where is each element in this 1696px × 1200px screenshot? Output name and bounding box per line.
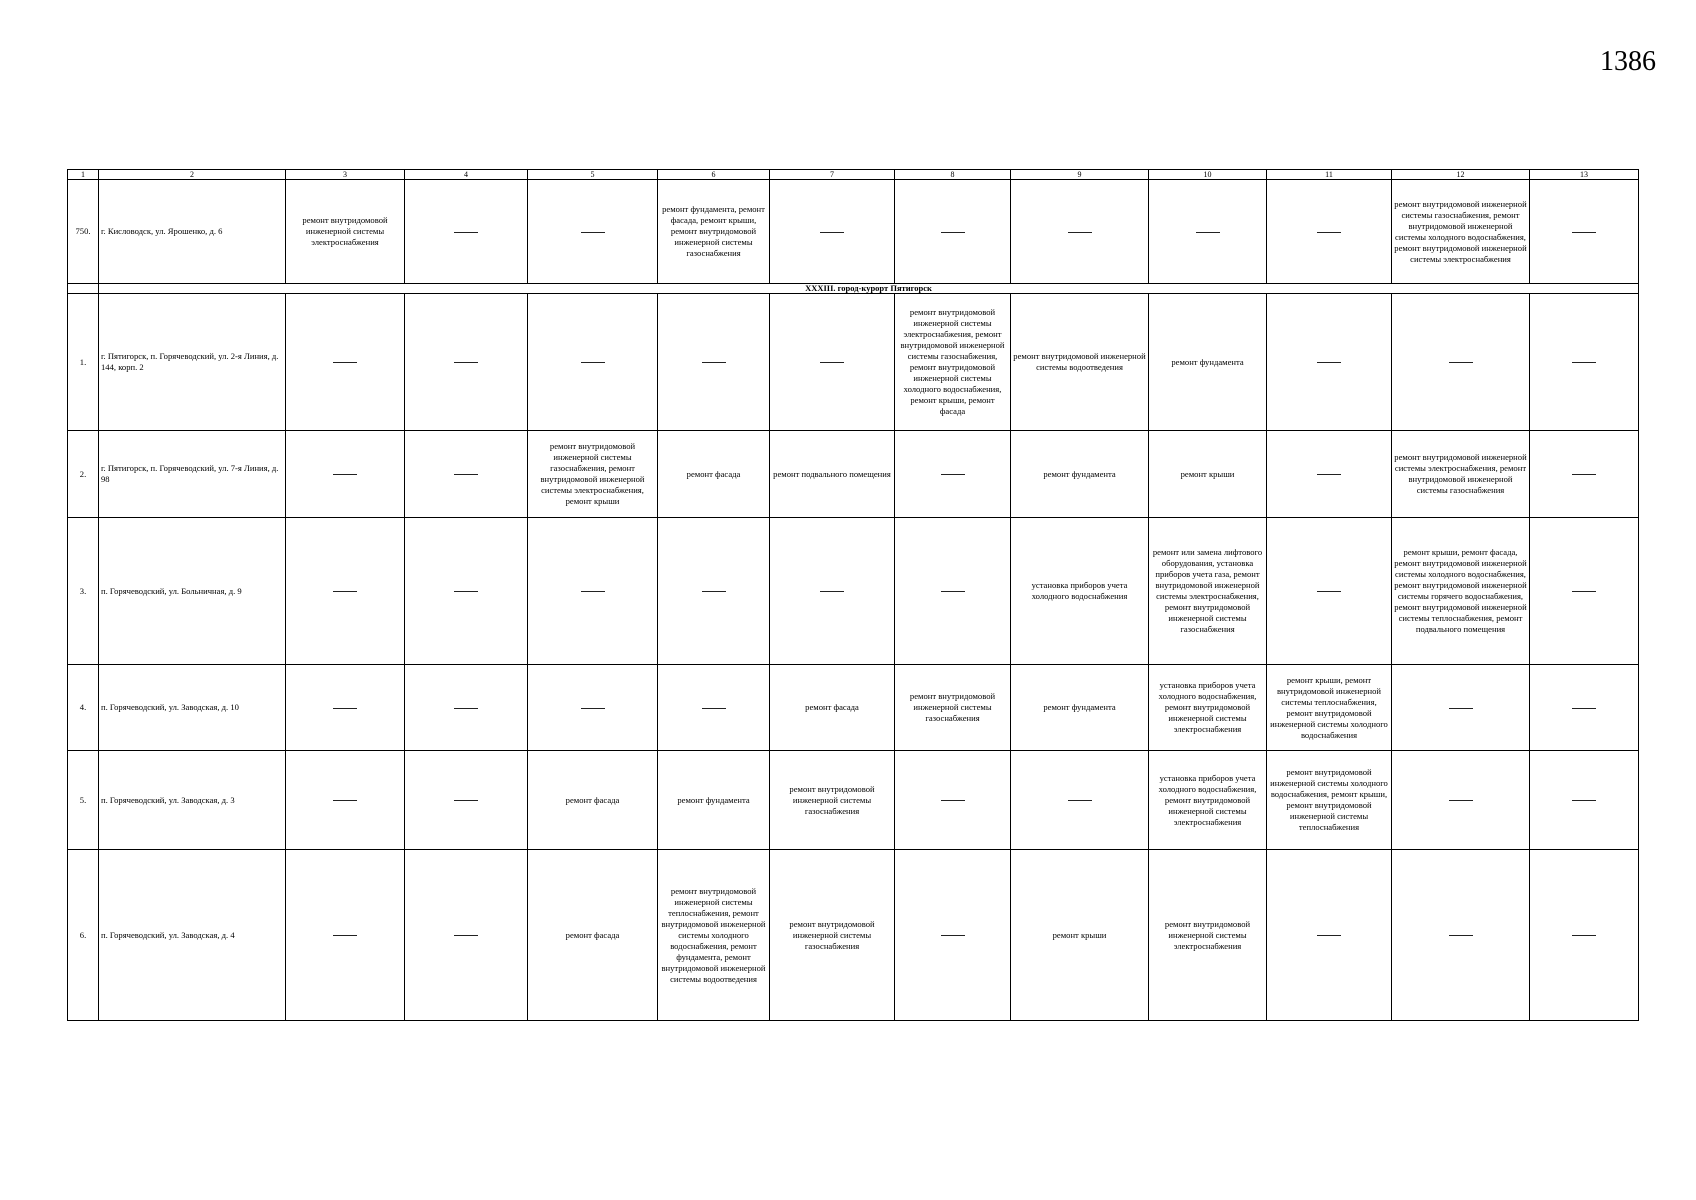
column-number-row <box>68 170 1639 180</box>
dash-mark <box>1317 591 1341 592</box>
dash-mark <box>820 591 844 592</box>
work-cell: ремонт внутридомовой инженерной системы газоснабжения, ремонт внутридомовой инженерной системы электроснабжения, ремонт крыши <box>528 431 658 518</box>
column-number-header: 8 <box>895 170 1011 180</box>
empty-cell <box>405 431 528 518</box>
dash-mark <box>1317 935 1341 936</box>
table-row <box>68 751 1639 850</box>
column-number-header: 10 <box>1149 170 1267 180</box>
dash-mark <box>581 232 605 233</box>
empty-cell <box>286 850 405 1021</box>
empty-cell <box>405 294 528 431</box>
work-cell: ремонт внутридомовой инженерной системы газоснабжения <box>770 850 895 1021</box>
column-number-header: 6 <box>658 170 770 180</box>
table-row <box>68 294 1639 431</box>
dash-mark <box>1572 800 1596 801</box>
work-cell: ремонт фасада <box>528 751 658 850</box>
work-cell: ремонт внутридомовой инженерной системы газоснабжения <box>770 751 895 850</box>
column-number-header: 1 <box>68 170 99 180</box>
section-row <box>68 284 1639 294</box>
work-cell: ремонт внутридомовой инженерной системы электроснабжения, ремонт внутридомовой инженерной системы газоснабжения <box>1392 431 1530 518</box>
dash-mark <box>1317 474 1341 475</box>
empty-cell <box>1392 294 1530 431</box>
column-number-header: 4 <box>405 170 528 180</box>
dash-mark <box>333 591 357 592</box>
empty-cell <box>770 294 895 431</box>
column-number-header: 11 <box>1267 170 1392 180</box>
empty-cell <box>895 518 1011 665</box>
work-cell: ремонт фасада <box>770 665 895 751</box>
empty-cell <box>1011 751 1149 850</box>
table-body <box>68 170 1639 1021</box>
empty-cell <box>1267 431 1392 518</box>
work-cell: установка приборов учета холодного водоснабжения, ремонт внутридомовой инженерной системы электроснабжения <box>1149 665 1267 751</box>
work-cell: ремонт фундамента <box>658 751 770 850</box>
empty-cell <box>770 180 895 284</box>
empty-cell <box>405 518 528 665</box>
column-number-header: 2 <box>99 170 286 180</box>
work-cell: ремонт или замена лифтового оборудования, установка приборов учета газа, ремонт внутридомовой инженерной системы электроснабжения, ремонт внутридомовой инженерной системы газоснабжения <box>1149 518 1267 665</box>
dash-mark <box>820 232 844 233</box>
row-number: 3. <box>68 518 99 665</box>
address-cell: г. Кисловодск, ул. Ярошенко, д. 6 <box>99 180 286 284</box>
work-cell: ремонт внутридомовой инженерной системы электроснабжения <box>286 180 405 284</box>
empty-cell <box>528 665 658 751</box>
dash-mark <box>1068 232 1092 233</box>
dash-mark <box>454 362 478 363</box>
table-row <box>68 180 1639 284</box>
dash-mark <box>333 474 357 475</box>
table-row <box>68 518 1639 665</box>
dash-mark <box>1196 232 1220 233</box>
dash-mark <box>1572 362 1596 363</box>
row-number: 1. <box>68 294 99 431</box>
work-cell: установка приборов учета холодного водоснабжения, ремонт внутридомовой инженерной системы электроснабжения <box>1149 751 1267 850</box>
dash-mark <box>581 591 605 592</box>
dash-mark <box>1572 935 1596 936</box>
row-number: 6. <box>68 850 99 1021</box>
dash-mark <box>702 591 726 592</box>
dash-mark <box>1572 232 1596 233</box>
empty-cell <box>1530 518 1639 665</box>
work-cell: ремонт фасада <box>658 431 770 518</box>
dash-mark <box>1449 708 1473 709</box>
empty-cell <box>1267 850 1392 1021</box>
work-cell: ремонт внутридомовой инженерной системы теплоснабжения, ремонт внутридомовой инженерной системы холодного водоснабжения, ремонт фундамента, ремонт внутридомовой инженерной системы водоотведения <box>658 850 770 1021</box>
empty-cell <box>658 294 770 431</box>
empty-cell <box>1392 665 1530 751</box>
empty-cell <box>1267 294 1392 431</box>
work-cell: ремонт фундамента, ремонт фасада, ремонт крыши, ремонт внутридомовой инженерной системы газоснабжения <box>658 180 770 284</box>
dash-mark <box>1572 708 1596 709</box>
dash-mark <box>454 800 478 801</box>
empty-cell <box>286 751 405 850</box>
dash-mark <box>941 591 965 592</box>
work-cell: ремонт фасада <box>528 850 658 1021</box>
empty-cell <box>1011 180 1149 284</box>
empty-cell <box>1267 180 1392 284</box>
dash-mark <box>454 708 478 709</box>
dash-mark <box>333 362 357 363</box>
column-number-header: 12 <box>1392 170 1530 180</box>
dash-mark <box>1572 591 1596 592</box>
table-row <box>68 850 1639 1021</box>
dash-mark <box>941 474 965 475</box>
dash-mark <box>702 362 726 363</box>
work-cell: ремонт фундамента <box>1011 431 1149 518</box>
row-number: 5. <box>68 751 99 850</box>
dash-mark <box>1317 232 1341 233</box>
dash-mark <box>454 935 478 936</box>
work-cell: ремонт подвального помещения <box>770 431 895 518</box>
dash-mark <box>702 708 726 709</box>
empty-cell <box>286 431 405 518</box>
table-row <box>68 665 1639 751</box>
empty-cell <box>1149 180 1267 284</box>
dash-mark <box>941 232 965 233</box>
work-cell: ремонт внутридомовой инженерной системы газоснабжения, ремонт внутридомовой инженерной системы холодного водоснабжения, ремонт внутридомовой инженерной системы электроснабжения <box>1392 180 1530 284</box>
page-number: 1386 <box>1600 46 1656 77</box>
empty-cell <box>770 518 895 665</box>
dash-mark <box>454 232 478 233</box>
work-cell: ремонт крыши <box>1011 850 1149 1021</box>
dash-mark <box>1449 935 1473 936</box>
repair-schedule-table <box>67 169 1639 1021</box>
empty-cell <box>1530 294 1639 431</box>
empty-cell <box>895 180 1011 284</box>
row-number: 2. <box>68 431 99 518</box>
empty-cell <box>528 180 658 284</box>
work-cell: ремонт крыши, ремонт внутридомовой инженерной системы теплоснабжения, ремонт внутридомовой инженерной системы холодного водоснабжения <box>1267 665 1392 751</box>
empty-cell <box>895 431 1011 518</box>
dash-mark <box>454 474 478 475</box>
dash-mark <box>454 591 478 592</box>
column-number-header: 7 <box>770 170 895 180</box>
section-title: XXXIII. город-курорт Пятигорск <box>99 284 1639 294</box>
empty-cell <box>405 665 528 751</box>
column-number-header: 13 <box>1530 170 1639 180</box>
row-number: 4. <box>68 665 99 751</box>
work-cell: ремонт внутридомовой инженерной системы газоснабжения <box>895 665 1011 751</box>
dash-mark <box>333 935 357 936</box>
dash-mark <box>941 800 965 801</box>
work-cell: ремонт крыши <box>1149 431 1267 518</box>
dash-mark <box>1449 362 1473 363</box>
empty-cell <box>1530 665 1639 751</box>
work-cell: ремонт внутридомовой инженерной системы электроснабжения <box>1149 850 1267 1021</box>
empty-cell <box>658 665 770 751</box>
address-cell: п. Горячеводский, ул. Больничная, д. 9 <box>99 518 286 665</box>
dash-mark <box>820 362 844 363</box>
work-cell: ремонт фундамента <box>1011 665 1149 751</box>
empty-cell <box>1530 751 1639 850</box>
work-cell: ремонт внутридомовой инженерной системы водоотведения <box>1011 294 1149 431</box>
work-cell: ремонт фундамента <box>1149 294 1267 431</box>
empty-cell <box>405 751 528 850</box>
table-row <box>68 431 1639 518</box>
dash-mark <box>1068 800 1092 801</box>
empty-cell <box>286 518 405 665</box>
work-cell: ремонт внутридомовой инженерной системы электроснабжения, ремонт внутридомовой инженерной системы газоснабжения, ремонт внутридомовой инженерной системы холодного водоснабжения, ремонт крыши, ремонт фасада <box>895 294 1011 431</box>
empty-cell <box>286 665 405 751</box>
empty-cell <box>405 850 528 1021</box>
dash-mark <box>941 935 965 936</box>
column-number-header: 5 <box>528 170 658 180</box>
empty-cell <box>1392 751 1530 850</box>
dash-mark <box>333 708 357 709</box>
empty-cell <box>895 751 1011 850</box>
column-number-header: 3 <box>286 170 405 180</box>
empty-cell <box>1530 850 1639 1021</box>
address-cell: г. Пятигорск, п. Горячеводский, ул. 7-я Линия, д. 98 <box>99 431 286 518</box>
work-cell: ремонт внутридомовой инженерной системы холодного водоснабжения, ремонт крыши, ремонт внутридомовой инженерной системы теплоснабжения <box>1267 751 1392 850</box>
dash-mark <box>333 800 357 801</box>
empty-cell <box>528 294 658 431</box>
empty-cell <box>528 518 658 665</box>
dash-mark <box>581 362 605 363</box>
empty-cell <box>895 850 1011 1021</box>
empty-cell <box>405 180 528 284</box>
work-cell: установка приборов учета холодного водоснабжения <box>1011 518 1149 665</box>
dash-mark <box>1449 800 1473 801</box>
address-cell: п. Горячеводский, ул. Заводская, д. 4 <box>99 850 286 1021</box>
section-spacer-cell <box>68 284 99 294</box>
work-cell: ремонт крыши, ремонт фасада, ремонт внутридомовой инженерной системы холодного водоснабжения, ремонт внутридомовой инженерной системы горячего водоснабжения, ремонт внутридомовой инженерной системы теплоснабжения, ремонт подвального помещения <box>1392 518 1530 665</box>
column-number-header: 9 <box>1011 170 1149 180</box>
row-number: 750. <box>68 180 99 284</box>
empty-cell <box>1530 180 1639 284</box>
address-cell: п. Горячеводский, ул. Заводская, д. 3 <box>99 751 286 850</box>
empty-cell <box>1392 850 1530 1021</box>
empty-cell <box>1267 518 1392 665</box>
dash-mark <box>581 708 605 709</box>
address-cell: г. Пятигорск, п. Горячеводский, ул. 2-я Линия, д. 144, корп. 2 <box>99 294 286 431</box>
dash-mark <box>1572 474 1596 475</box>
empty-cell <box>658 518 770 665</box>
dash-mark <box>1317 362 1341 363</box>
empty-cell <box>1530 431 1639 518</box>
address-cell: п. Горячеводский, ул. Заводская, д. 10 <box>99 665 286 751</box>
empty-cell <box>286 294 405 431</box>
